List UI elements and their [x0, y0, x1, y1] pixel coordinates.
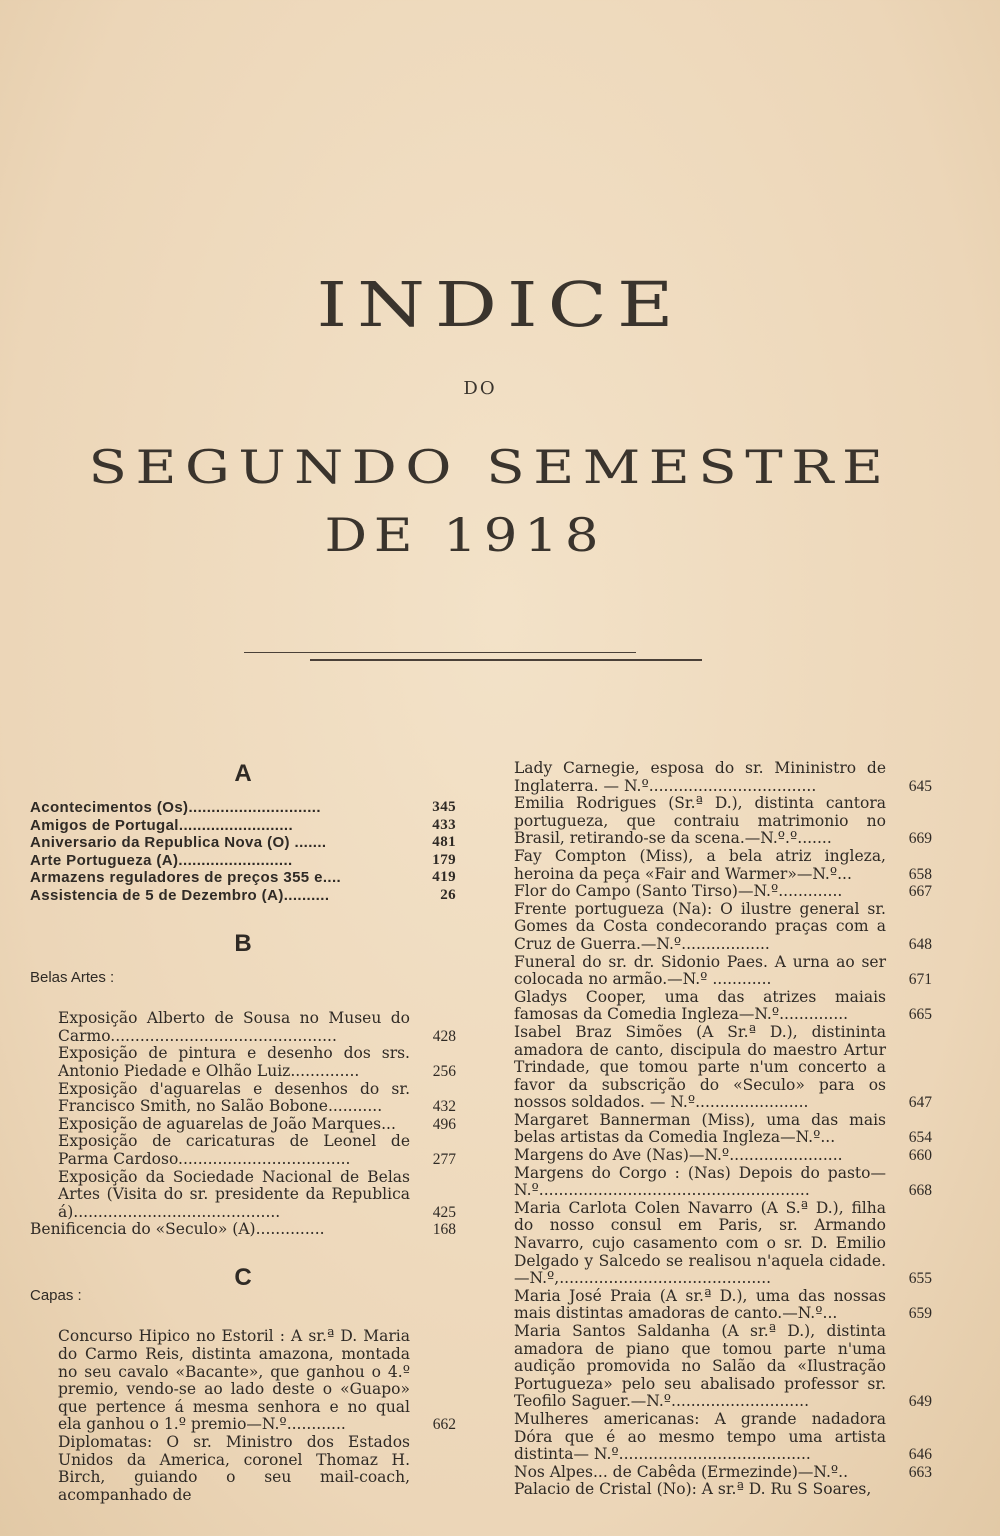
index-entry: Maria Santos Saldanha (A sr.ª D.), distinta amadora de piano que tomou parte n'uma audição promovida no Salão da «Ilustração Portugueza» pelo seu abalisado professor sr. Teofilo Saguer.—N.º............................ 649: [514, 1322, 932, 1411]
page-number: 345: [432, 799, 456, 815]
index-entry: Gladys Cooper, uma das atrizes maiais famosas da Comedia Ingleza—N.º.............. 665: [514, 987, 932, 1024]
index-entry: Exposição da Sociedade Nacional de Belas Artes (Visita do sr. presidente da Republica á).......................................... 425: [58, 1167, 456, 1221]
page-number: 658: [908, 865, 932, 883]
index-entry: Amigos de Portugal......................... 433: [30, 816, 456, 834]
index-title: INDICE: [316, 268, 684, 341]
page-number: 647: [908, 1094, 932, 1112]
page-number: 649: [908, 1393, 932, 1411]
index-entry: Acontecimentos (Os)............................. 345: [30, 799, 456, 816]
index-entry: Exposição de pintura e desenho dos srs. Antonio Piedade e Olhão Luiz.............. 256: [58, 1044, 456, 1080]
index-entry: Exposição d'aguarelas e desenhos do sr. Francisco Smith, no Salão Bobone........... 432: [58, 1079, 456, 1116]
index-entry: Maria José Praia (A sr.ª D.), uma das nossas mais distintas amadoras de canto.—N.º... 659: [514, 1286, 932, 1323]
left-column: [30, 755, 456, 1504]
index-semester: SEGUNDO SEMESTRE: [88, 440, 892, 494]
page-number: 668: [908, 1182, 932, 1200]
index-entry: Aniversario da Republica Nova (O) ....... 481: [30, 834, 456, 852]
index-entry: Margaret Bannerman (Miss), uma das mais belas artistas da Comedia Ingleza—N.º... 654: [514, 1110, 932, 1147]
index-entry: Margens do Ave (Nas)—N.º....................... 660: [514, 1146, 932, 1165]
section-letter-b: B: [234, 929, 252, 957]
index-entry: Maria Carlota Colen Navarro (A S.ª D.), filha do nosso consul em Paris, sr. Armando Navarro, cujo casamento com o sr. D. Emilio Delgado y Salcedo se realisou n'aquela cidade.—N.º,........................................... 655: [514, 1198, 932, 1288]
page-number: 669: [908, 830, 932, 848]
page-number: 645: [908, 777, 932, 795]
section-letter-a: A: [234, 760, 252, 787]
index-subtitle-do: DO: [463, 378, 497, 399]
page-number: 432: [432, 1098, 456, 1116]
index-entry: Armazens reguladores de preços 355 e.... 419: [30, 869, 456, 887]
page-number: 648: [908, 935, 932, 953]
page-number: 659: [908, 1305, 932, 1323]
index-entry: Diplomatas: O sr. Ministro dos Estados Unidos da America, coronel Thomaz H. Birch, guiando o seu mail-coach, acompanhado de: [58, 1433, 410, 1504]
index-entry: Assistencia de 5 de Dezembro (A).......... 26: [30, 886, 456, 904]
index-entry: Benificencia do «Seculo» (A).............. 168: [30, 1220, 456, 1239]
index-entry: Fay Compton (Miss), a bela atriz ingleza, heroina da peça «Fair and Warmer»—N.º... 658: [514, 846, 932, 883]
index-entry: Emilia Rodrigues (Sr.ª D.), distinta cantora portugueza, que contraiu matrimonio no Brasil, retirando-se da scena.—N.º.º....... 669: [514, 794, 932, 848]
page-number: 665: [908, 1006, 932, 1024]
index-entry: Exposição de caricaturas de Leonel de Parma Cardoso................................... 277: [58, 1132, 456, 1168]
index-entry: Frente portugueza (Na): O ilustre general sr. Gomes da Costa condecorando praças com a Cruz de Guerra.—N.º.................. 648: [514, 899, 932, 953]
index-year: DE 1918: [324, 508, 606, 562]
page-number: 428: [432, 1027, 456, 1045]
index-entry: Mulheres americanas: A grande nadadora Dóra que é ao mesmo tempo uma artista distinta— N.º....................................... 646: [514, 1409, 932, 1464]
section-heading-capas: Capas :: [30, 1286, 82, 1304]
divider-rule-bottom: [310, 659, 702, 661]
index-entry: Funeral do sr. dr. Sidonio Paes. A urna ao ser colocada no armão.—N.º ............ 671: [514, 952, 932, 989]
index-entry: Flor do Campo (Santo Tirso)—N.º............. 667: [514, 882, 932, 901]
index-entry: Palacio de Cristal (No): A sr.ª D. Ru S Soares,: [514, 1480, 872, 1499]
page-number: 655: [908, 1270, 932, 1288]
index-entry: Isabel Braz Simões (A Sr.ª D.), distininta amadora de canto, discipula do maestro Artur Trindade, que tomou parte n'um concerto a favor da subscrição do «Seculo» para os nossos soldados. — N.º....................... 647: [514, 1022, 932, 1112]
index-entry: Exposição de aguarelas de João Marques... 496: [58, 1114, 456, 1133]
page-number: 667: [908, 883, 932, 901]
page-number: 179: [432, 851, 456, 868]
page-number: 277: [432, 1150, 456, 1168]
right-column: [514, 760, 932, 1499]
index-entry: Concurso Hipico no Estoril : A sr.ª D. Maria do Carmo Reis, distinta amazona, montada no seu cavalo «Bacante», que ganhou o 4.º premio, vendo-se ao lado deste o «Guapo» que pertence á mesma senhora e no qual ela ganhou o 1.º premio—N.º............ 662: [58, 1327, 456, 1434]
index-entry: Exposição Alberto de Sousa no Museu do Carmo.............................................. 428: [58, 1009, 456, 1045]
section-letter-c: C: [234, 1263, 252, 1291]
page-number: 654: [908, 1129, 932, 1147]
page-number: 26: [440, 886, 456, 903]
page-number: 256: [432, 1062, 456, 1080]
index-entry: Margens do Corgo : (Nas) Depois do pasto—N.º....................................................... 668: [514, 1163, 932, 1200]
page-number: 481: [432, 834, 456, 851]
page-number: 425: [432, 1203, 456, 1221]
page-number: 496: [432, 1115, 456, 1133]
page-number: 646: [908, 1446, 932, 1464]
divider-rule-top: [244, 652, 636, 653]
index-entry: Lady Carnegie, esposa do sr. Mininistro de Inglaterra. — N.º.................................. 645: [514, 759, 932, 795]
page-number: 671: [908, 971, 932, 989]
page-number: 433: [432, 816, 456, 833]
page-number: 663: [908, 1463, 932, 1481]
page-number: 660: [908, 1147, 932, 1165]
index-entry: Nos Alpes... de Cabêda (Ermezinde)—N.º.. 663: [514, 1462, 932, 1481]
section-heading-belas-artes: Belas Artes :: [30, 968, 115, 986]
page-number: 662: [432, 1416, 456, 1434]
page-number: 168: [432, 1221, 456, 1239]
page-number: 419: [432, 869, 456, 886]
index-entry: Arte Portugueza (A)......................... 179: [30, 851, 456, 869]
